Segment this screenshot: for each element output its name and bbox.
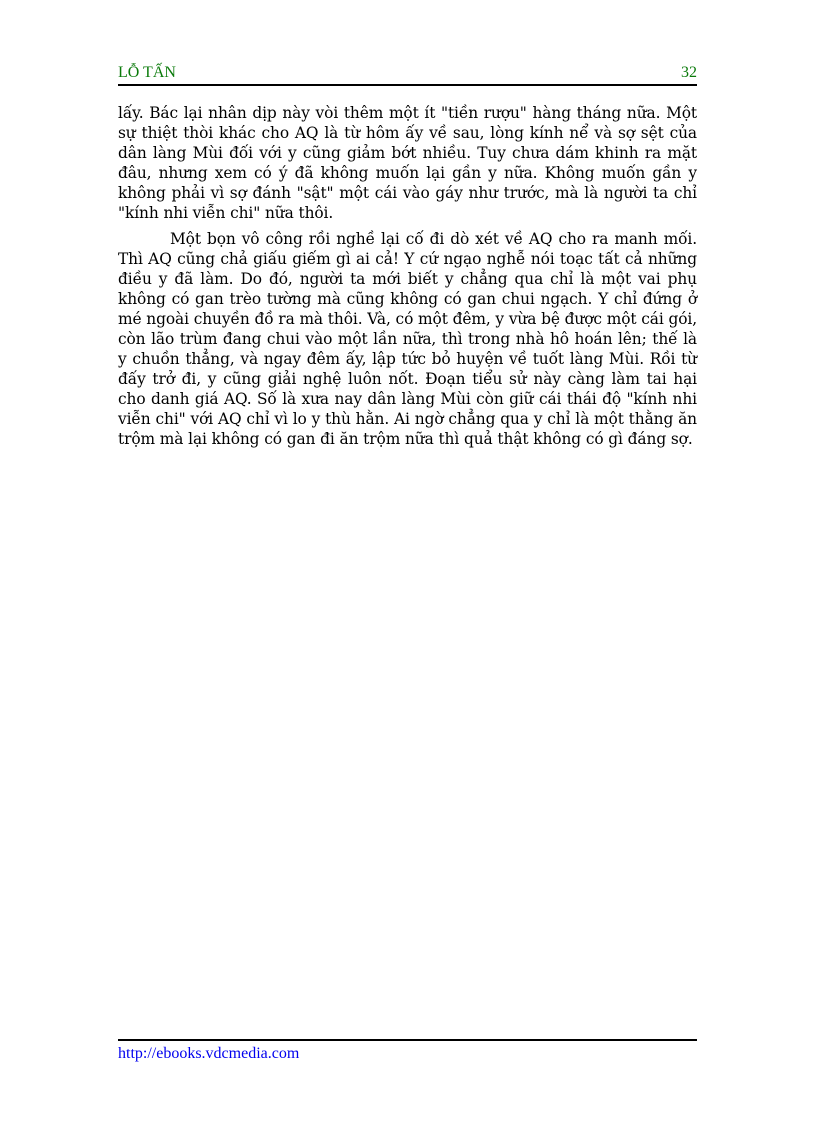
footer-link[interactable]: http://ebooks.vdcmedia.com: [118, 1045, 300, 1062]
paragraph: Một bọn vô công rồi nghề lại cố đi dò xét về AQ cho ra manh mối. Thì AQ cũng chả giấu giếm gì ai cả! Y cứ ngạo nghễ nói toạc tất cả những điều y đã làm. Do đó, người ta mới biết y chẳng qua chỉ là một vai phụ không có gan trèo tường mà cũng không có gan chui ngạch. Y chỉ đứng ở mé ngoài chuyền đồ ra mà thôi. Và, có một đêm, y vừa bệ được một cái gói, còn lão trùm đang chui vào một lần nữa, thì trong nhà hô hoán lên; thế là y chuồn thẳng, và ngay đêm ấy, lập tức bỏ huyện về tuốt làng Mùi. Rồi từ đấy trở đi, y cũng giải nghệ luôn nốt. Đoạn tiểu sử này càng làm tai hại cho danh giá AQ. Số là xưa nay dân làng Mùi còn giữ cái thái độ "kính nhi viễn chi" với AQ chỉ vì lo y thù hằn. Ai ngờ chẳng qua y chỉ là một thằng ăn trộm mà lại không có gan đi ăn trộm nữa thì quả thật không có gì đáng sợ.: [118, 230, 697, 448]
page-footer: [118, 1039, 697, 1063]
page-header: [118, 62, 697, 86]
page-number: 32: [681, 64, 697, 81]
paragraph: lấy. Bác lại nhân dịp này vòi thêm một ít "tiền rượu" hàng tháng nữa. Một sự thiệt thòi khác cho AQ là từ hôm ấy về sau, lòng kính nể và sợ sệt của dân làng Mùi đối với y cũng giảm bớt nhiều. Tuy chưa dám khinh ra mặt đâu, nhưng xem có ý đã không muốn lại gần y nữa. Không muốn gần y không phải vì sợ đánh "sật" một cái vào gáy như trước, mà là người ta chỉ "kính nhi viễn chi" nữa thôi.: [118, 104, 697, 222]
book-author-title: LỖ TẤN: [118, 64, 176, 81]
page-body: [118, 103, 697, 449]
